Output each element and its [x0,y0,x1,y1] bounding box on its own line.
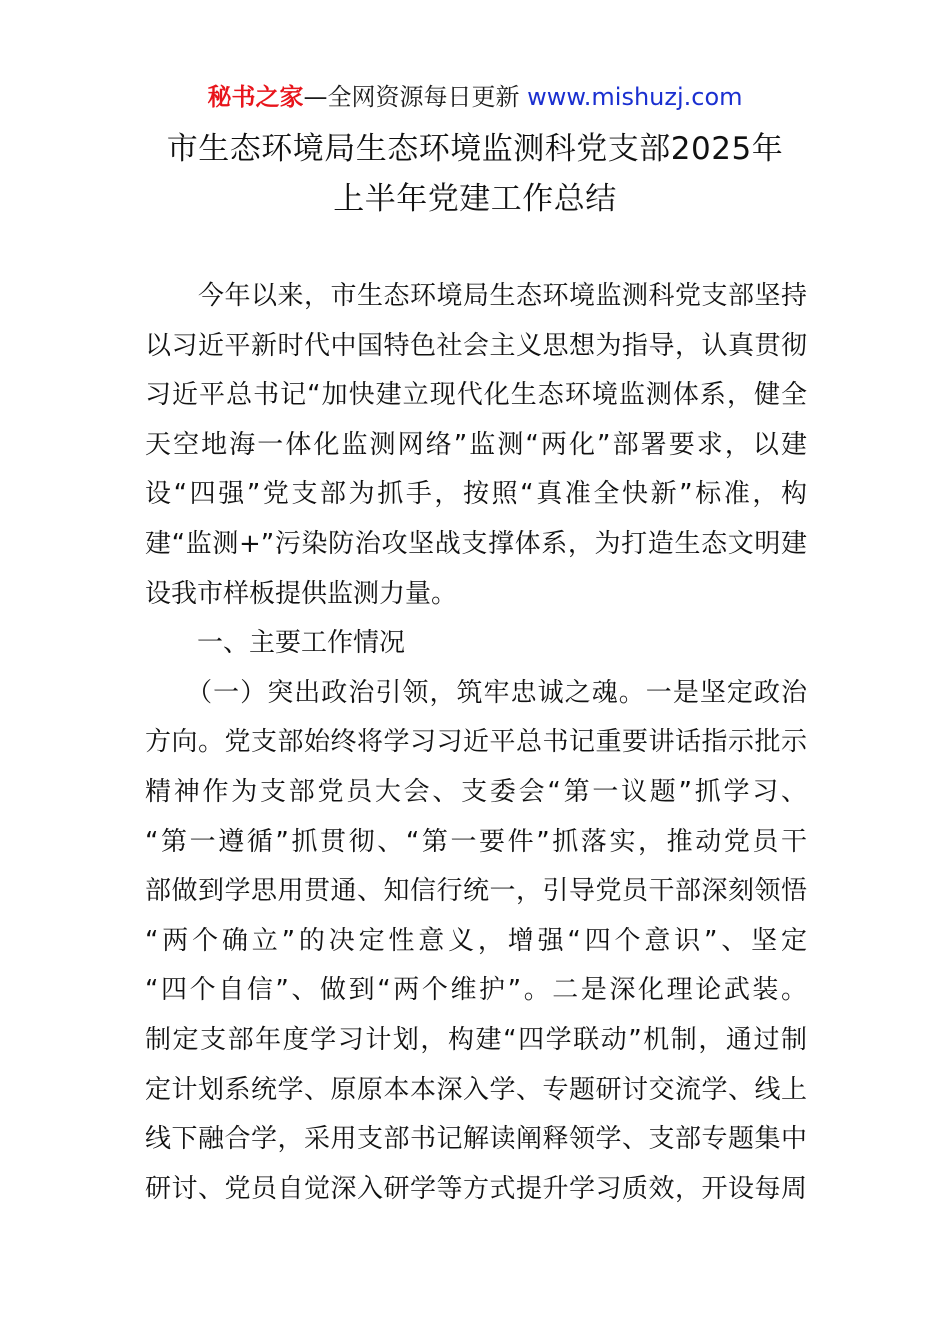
body-line: 天空地海一体化监测网络”监测“两化”部署要求，以建 [145,429,807,460]
body-line: 线下融合学，采用支部书记解读阐释领学、支部专题集中 [145,1124,807,1155]
body-line: 习近平总书记“加快建立现代化生态环境监测体系，健全 [145,380,807,411]
body-line: 定计划系统学、原原本本深入学、专题研讨交流学、线上 [145,1074,807,1105]
body-line: 研讨、党员自觉深入研学等方式提升学习质效，开设每周 [145,1173,807,1204]
site-header [0,80,950,114]
body-line: 设“四强”党支部为抓手，按照“真准全快新”标准，构 [145,479,807,510]
title-line-2: 上半年党建工作总结 [333,181,617,217]
body-line: 设我市样板提供监测力量。 [145,578,458,609]
body-line: “两个确立”的决定性意义，增强“四个意识”、坚定 [145,925,807,956]
document-title [0,124,950,224]
body-line: 精神作为支部党员大会、支委会“第一议题”抓学习、 [145,776,807,807]
document-body [145,272,807,1214]
body-line: 以习近平新时代中国特色社会主义思想为指导，认真贯彻 [145,330,807,361]
site-url[interactable]: www.mishuzj.com [527,83,743,111]
body-line: “四个自信”、做到“两个维护”。二是深化理论武装。 [145,975,807,1006]
body-line: 方向。党支部始终将学习习近平总书记重要讲话指示批示 [145,727,807,758]
body-line: 建“监测+”污染防治攻坚战支撑体系，为打造生态文明建 [145,528,807,559]
body-line: 制定支部年度学习计划，构建“四学联动”机制，通过制 [145,1024,807,1055]
brand-name: 秘书之家 [207,83,304,111]
header-tagline: —全网资源每日更新 [303,83,528,111]
section-heading: 一、主要工作情况 [145,628,406,659]
body-line: 部做到学思用贯通、知信行统一，引导党员干部深刻领悟 [145,876,807,907]
title-line-1: 市生态环境局生态环境监测科党支部2025年 [166,131,784,167]
body-line: “第一遵循”抓贯彻、“第一要件”抓落实，推动党员干 [145,826,807,857]
body-line: 今年以来，市生态环境局生态环境监测科党支部坚持 [145,281,807,311]
body-line: （一）突出政治引领，筑牢忠诚之魂。一是坚定政治 [145,677,807,708]
